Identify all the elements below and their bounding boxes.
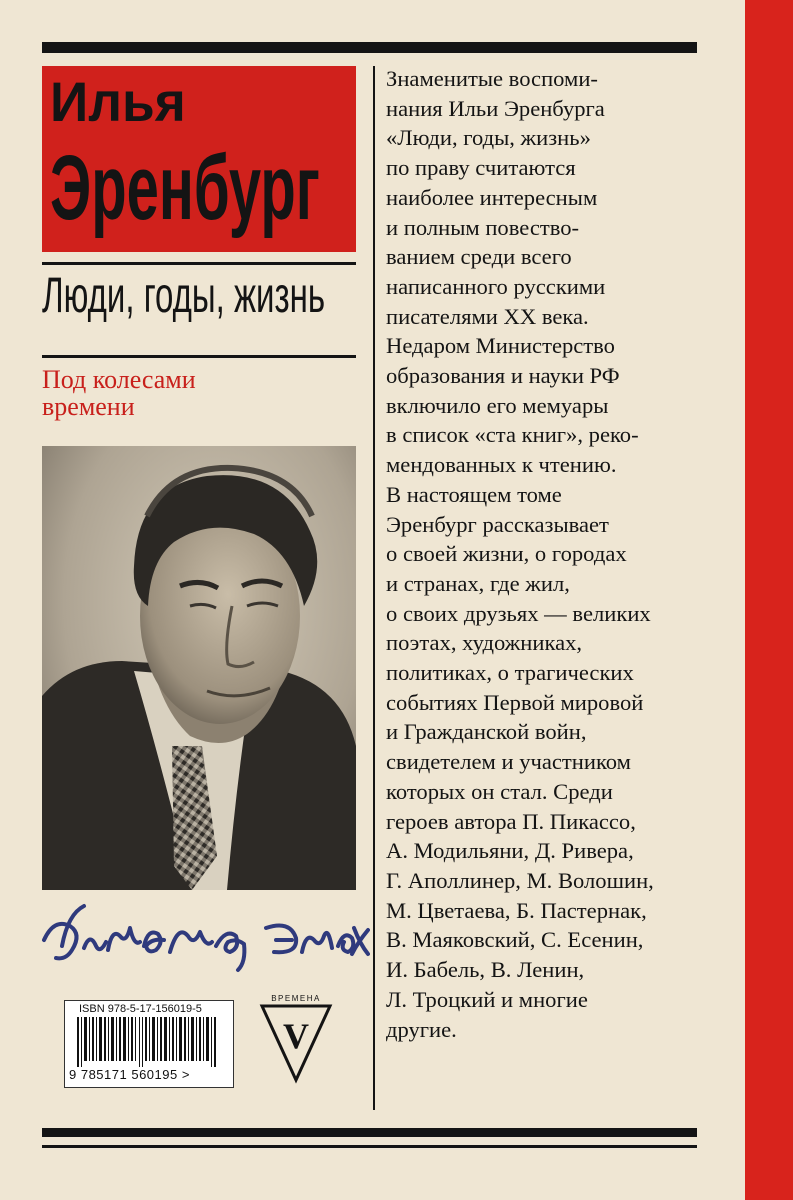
title-rule-bottom (42, 355, 356, 358)
isbn-number: ISBN 978-5-17-156019-5 (79, 1003, 202, 1015)
blurb-line: в список «ста книг», реко- (386, 422, 639, 448)
bottom-rule-thick (42, 1128, 697, 1137)
blurb-line: Знаменитые воспоми- (386, 66, 598, 91)
subtitle-line-1: Под колесами (42, 365, 196, 394)
book-subtitle (42, 366, 352, 420)
publisher-letter: V (283, 1016, 309, 1056)
author-last-name: Эренбург (50, 137, 320, 239)
blurb-line: «Люди, годы, жизнь» (386, 125, 591, 151)
blurb-line: героев автора П. Пикассо, (386, 808, 636, 834)
subtitle-line-2: времени (42, 392, 135, 421)
barcode-icon (77, 1017, 223, 1067)
blurb-text (386, 64, 736, 1044)
top-rule (42, 42, 697, 53)
publisher-name: ВРЕМЕНА (271, 994, 321, 1003)
blurb-line: Л. Троцкий и многие (386, 986, 588, 1012)
book-title: Люди, годы, жизнь (42, 267, 326, 323)
isbn-barcode-block (64, 1000, 234, 1088)
series-signature (40, 888, 370, 978)
blurb-line: которых он стал. Среди (386, 778, 613, 804)
blurb-line: наиболее интересным (386, 184, 598, 210)
blurb-line: написанного русскими (386, 273, 606, 299)
title-rule-top (42, 262, 356, 265)
blurb-line: ванием среди всего (386, 244, 572, 270)
author-name-block (42, 66, 356, 252)
blurb-line: Эренбург рассказывает (386, 511, 609, 537)
portrait-photo-icon (42, 446, 356, 890)
blurb-line: и странах, где жил, (386, 570, 570, 596)
blurb-line: образования и науки РФ (386, 363, 620, 389)
blurb-line: политиках, о трагических (386, 660, 634, 686)
blurb-line: поэтах, художниках, (386, 630, 583, 656)
blurb-line: Г. Аполлинер, М. Волошин, (386, 867, 654, 893)
blurb-line: мендованных к чтению. (386, 452, 617, 478)
red-spine-edge (745, 0, 793, 1200)
blurb-line: нания Ильи Эренбурга (386, 95, 605, 121)
blurb-line: И. Бабель, В. Ленин, (386, 957, 585, 983)
blurb-line: о своей жизни, о городах (386, 541, 627, 567)
blurb-line: и полным повество- (386, 214, 580, 240)
blurb-line: другие. (386, 1016, 457, 1042)
bottom-rule-thin (42, 1145, 697, 1148)
blurb-line: А. Модильяни, Д. Ривера, (386, 838, 634, 864)
blurb-line: Недаром Министерство (386, 333, 615, 359)
portrait-photo-graphic (42, 446, 356, 890)
column-divider (373, 66, 375, 1110)
series-signature-graphic (40, 888, 370, 978)
blurb-line: В настоящем томе (386, 481, 562, 507)
blurb-line: М. Цветаева, Б. Пастернак, (386, 897, 647, 923)
publisher-logo-graphic (256, 992, 336, 1086)
author-first-name: Илья (50, 70, 186, 133)
blurb-line: включило его мемуары (386, 392, 609, 418)
blurb-line: событиях Первой мировой (386, 689, 644, 715)
barcode-digits: 9 785171 560195 > (69, 1067, 190, 1082)
blurb-line: и Гражданской войн, (386, 719, 587, 745)
blurb-line: свидетелем и участником (386, 749, 631, 775)
blurb-line: В. Маяковский, С. Есенин, (386, 927, 644, 953)
blurb-line: по праву считаются (386, 155, 576, 181)
blurb-line: писателями XX века. (386, 303, 589, 329)
blurb-line: о своих друзьях — великих (386, 600, 651, 626)
publisher-logo (256, 992, 336, 1086)
